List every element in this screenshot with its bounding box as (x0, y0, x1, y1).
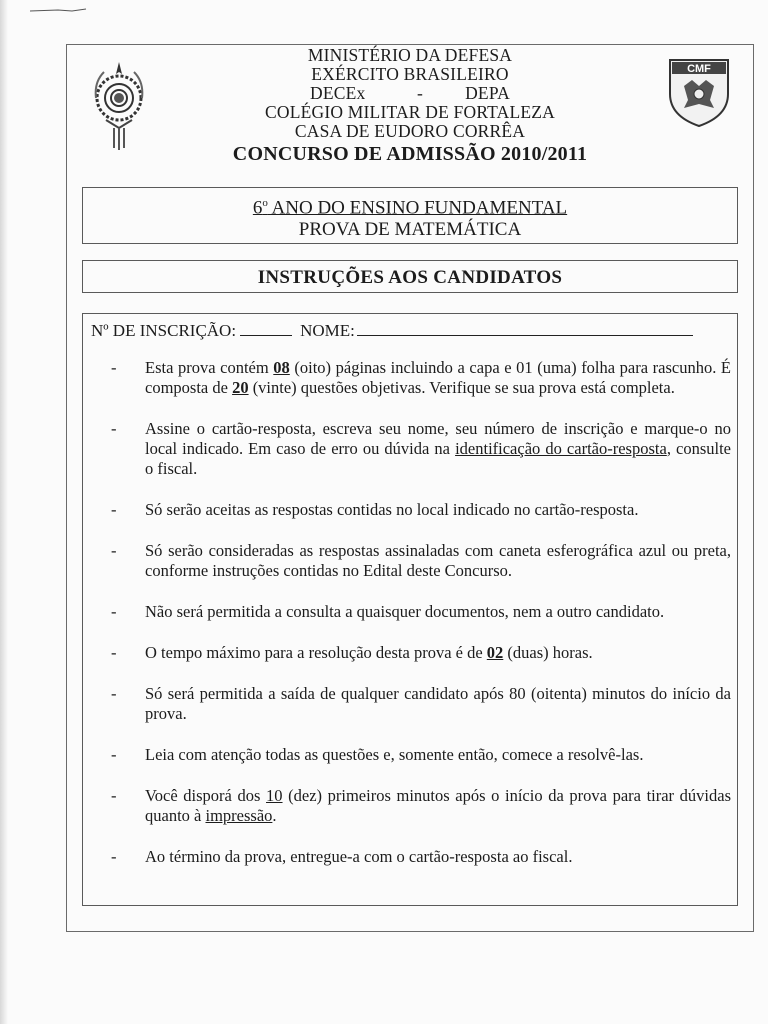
instructions-box (82, 313, 738, 906)
grade-number: 6 (252, 197, 263, 219)
registration-line (91, 320, 693, 342)
instruction-text (145, 500, 731, 520)
instruction-segment: Leia com atenção todas as questões e, somente então, comece a resolvê-las. (145, 745, 644, 764)
instruction-segment: Esta prova contém (145, 358, 274, 377)
instruction-bullet: - (111, 358, 117, 377)
department-line (160, 84, 660, 103)
instruction-text (145, 602, 731, 622)
instruction-segment: Só serão aceitas as respostas contidas no local indicado no cartão-resposta. (145, 500, 639, 519)
grade-ordinal: o (262, 197, 268, 209)
instruction-segment: (duas) horas. (503, 643, 593, 662)
instruction-text (145, 358, 731, 398)
instruction-bullet: - (111, 500, 117, 519)
page-edge-shadow (0, 0, 8, 1024)
house-line: CASA DE EUDORO CORRÊA (294, 121, 526, 141)
instruction-segment: 02 (486, 643, 504, 662)
instruction-segment: (vinte) questões objetivas. Verifique se sua prova está completa. (248, 378, 675, 397)
instruction-segment: Assine o cartão-resposta, escreva seu nome, seu número de inscrição e marque-o no local indicado. Em caso de erro ou dúvida na (145, 419, 731, 458)
instruction-segment: identificação do cartão-resposta (455, 439, 667, 458)
instructions-title: INSTRUÇÕES AOS CANDIDATOS (82, 260, 738, 293)
instruction-item (111, 684, 731, 724)
instruction-segment: Só serão consideradas as respostas assinaladas com caneta esferográfica azul ou preta, conforme instruções contidas no Edital deste Concurso. (145, 541, 731, 580)
instructions-list (111, 358, 731, 867)
exam-subject: PROVA DE MATEMÁTICA (298, 219, 522, 241)
cmf-shield-text (672, 62, 726, 74)
instruction-segment: , consulte o fiscal. (145, 439, 732, 478)
ministry-line: MINISTÉRIO DA DEFESA (307, 45, 513, 65)
instruction-item (111, 419, 731, 479)
registration-number-label: Nº DE INSCRIÇÃO: (91, 321, 237, 340)
instruction-text (145, 745, 731, 765)
instruction-segment: Só será permitida a saída de qualquer candidato após 80 (oitenta) minutos do início da prova. (145, 684, 731, 723)
department-separator: - (416, 83, 424, 103)
instruction-segment: Você disporá dos (145, 786, 267, 805)
exam-title: CONCURSO DE ADMISSÃO 2010/2011 (232, 143, 588, 165)
instruction-segment: impressão (205, 806, 273, 825)
name-field[interactable] (357, 320, 693, 336)
instruction-segment: . (272, 806, 277, 825)
instruction-bullet: - (111, 684, 117, 703)
instruction-text (145, 643, 731, 663)
instruction-bullet: - (111, 745, 117, 764)
instruction-segment: 20 (232, 378, 249, 397)
svg-text:CMF: CMF (687, 63, 711, 74)
army-line: EXÉRCITO BRASILEIRO (311, 64, 509, 84)
instruction-item (111, 541, 731, 581)
instruction-item (111, 643, 731, 663)
instruction-bullet: - (111, 602, 117, 621)
name-label: NOME: (300, 321, 355, 340)
instruction-text (145, 541, 731, 581)
instruction-item (111, 786, 731, 826)
instruction-text (145, 684, 731, 724)
department-depa: DEPA (465, 83, 510, 103)
instruction-segment: 10 (266, 786, 283, 805)
instruction-segment: (dez) primeiros minutos após o início da prova para tirar dúvidas quanto à (145, 786, 731, 825)
grade-text: ANO DO ENSINO FUNDAMENTAL (267, 197, 568, 219)
instruction-text (145, 847, 731, 867)
instruction-bullet: - (111, 541, 117, 560)
instruction-item (111, 602, 731, 622)
instruction-item (111, 358, 731, 398)
grade-subject-box (82, 187, 738, 244)
instruction-segment: 08 (273, 358, 290, 377)
instruction-segment: Ao término da prova, entregue-a com o cartão-resposta ao fiscal. (145, 847, 573, 866)
instruction-bullet: - (111, 419, 117, 438)
instruction-text (145, 786, 731, 826)
instruction-item (111, 500, 731, 520)
institution-header (160, 46, 660, 166)
scan-mark (28, 6, 90, 14)
instruction-bullet: - (111, 786, 117, 805)
school-line: COLÉGIO MILITAR DE FORTALEZA (265, 102, 555, 122)
instruction-segment: Não será permitida a consulta a quaisquer documentos, nem a outro candidato. (145, 602, 665, 621)
instruction-text (145, 419, 731, 479)
registration-number-field[interactable] (240, 320, 292, 336)
army-emblem-icon (88, 58, 150, 154)
department-decex: DECEx (310, 83, 366, 103)
instruction-segment: O tempo máximo para a resolução desta prova é de (145, 643, 487, 662)
instruction-bullet: - (111, 643, 117, 662)
instruction-item (111, 745, 731, 765)
instruction-segment: (oito) páginas incluindo a capa e 01 (uma) folha para rascunho. É composta de (145, 358, 731, 397)
grade-level (83, 192, 737, 219)
instruction-bullet: - (111, 847, 117, 866)
instruction-item (111, 847, 731, 867)
